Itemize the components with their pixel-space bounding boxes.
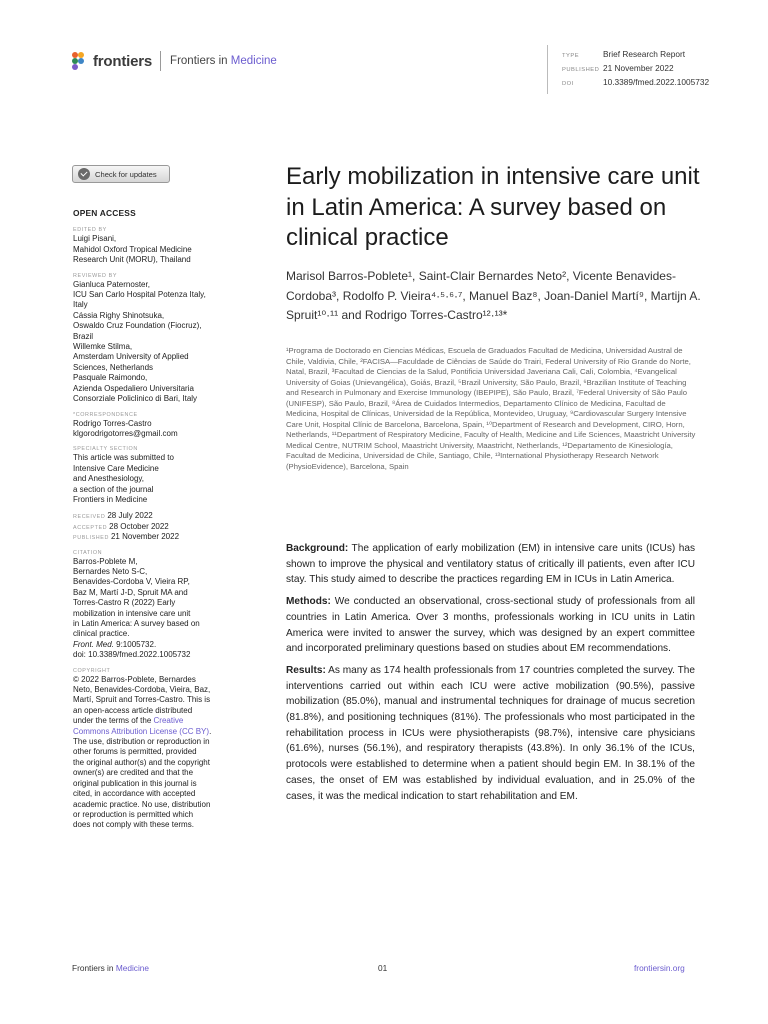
- correspondence-email-link[interactable]: klgorodrigotorres@gmail.com: [73, 428, 178, 438]
- open-access-label: OPEN ACCESS: [73, 208, 136, 218]
- footer-site-link[interactable]: frontiersin.org: [634, 963, 685, 973]
- sidebar-line: a section of the journal: [73, 484, 154, 494]
- abstract: [286, 541, 695, 810]
- meta-value: 21 November 2022: [603, 63, 674, 73]
- correspondence-section: [73, 411, 238, 440]
- license-prefix: under the terms of the: [73, 716, 154, 726]
- meta-value: Brief Research Report: [603, 49, 686, 59]
- meta-key: DOI: [562, 81, 574, 87]
- sidebar-line: Bernardes Neto S-C,: [73, 566, 148, 576]
- sidebar-line: Azienda Ospedaliero Universitaria: [73, 383, 194, 393]
- sidebar-line: Cássia Righy Shinotsuka,: [73, 310, 165, 320]
- footer-prefix: Frontiers in: [72, 963, 116, 973]
- accepted-date: [73, 522, 238, 532]
- edited-by-section: [73, 226, 238, 265]
- sidebar-line: owner(s) are credited and that the: [73, 768, 194, 778]
- received-date: [73, 511, 238, 521]
- sidebar-line: This article was submitted to: [73, 453, 174, 463]
- abstract-label: Results:: [286, 664, 326, 676]
- meta-key: PUBLISHED: [562, 67, 600, 73]
- date-value: 28 July 2022: [107, 511, 153, 521]
- check-for-updates-label: Check for updates: [95, 169, 157, 179]
- sidebar-line: The use, distribution or reproduction in: [73, 737, 210, 747]
- citation-volume: 9:1005732.: [113, 639, 157, 649]
- abstract-text: As many as 174 health professionals from 17 countries completed the survey. The interventions carried out within each ICU were active mobilization (90.5%), passive mobilization (85.0%), manual and instrumental techniques for drainage of mucus secretion (81.8%), and positioning techniques (81%). The professionals who most participated in the rehabilitation process in ICUs were physiotherapists (98.7%), intensive care physicians (61.6%), nurses (56.1%), and respiratory therapists (43.8%). In only 36.1% of the ICUs, protocols were established to determine when a patient should begin EM. In 38.1% of the cases, the onset of EM was established by individual evaluation, and in 25.0% of the cases, it was the medical indication to start rehabilitation and EM.: [286, 664, 695, 802]
- abstract-label: Methods:: [286, 596, 331, 608]
- sidebar-line: and Anesthesiology,: [73, 474, 145, 484]
- dates-section: [73, 511, 238, 542]
- section-key: PUBLISHED: [73, 535, 109, 542]
- license-line: [73, 727, 238, 737]
- sidebar-line: or reproduction is permitted which: [73, 809, 194, 819]
- meta-key: TYPE: [562, 53, 580, 59]
- abstract-text: We conducted an observational, cross-sectional study of professionals from all countries in Latin America. Over 3 months, professionals working in ICU units in Latin America were invited to answer the survey, which was designed by an expert committee and incorporated preliminary questions based on studies about EM recommendations.: [286, 596, 695, 655]
- sidebar-line: Research Unit (MORU), Thailand: [73, 255, 191, 265]
- section-key: *CORRESPONDENCE: [73, 411, 138, 418]
- meta-published: [562, 62, 709, 76]
- sidebar-line: an open-access article distributed: [73, 705, 193, 715]
- sidebar-line: Martí, Spruit and Torres-Castro. This is: [73, 695, 211, 705]
- sidebar-line: ICU San Carlo Hospital Potenza Italy,: [73, 290, 206, 300]
- sidebar-line: mobilization in intensive care unit: [73, 608, 191, 618]
- logo-divider: [160, 51, 161, 71]
- sidebar-line: Sciences, Netherlands: [73, 362, 154, 372]
- section-key: COPYRIGHT: [73, 667, 111, 674]
- license-link[interactable]: Commons Attribution License (CC BY): [73, 726, 210, 736]
- footer-journal-accent: Medicine: [115, 963, 150, 973]
- abstract-text: The application of early mobilization (EM) in intensive care units (ICUs) has shown to improve the physical and ventilatory status of critically ill patients, even after ICU stay. This study aimed to describe the practices regarding EM in ICUs in Latin America.: [286, 543, 695, 586]
- citation-section: [73, 549, 238, 661]
- journal-prefix: Frontiers in: [170, 55, 231, 67]
- meta-value: 10.3389/fmed.2022.1005732: [603, 77, 710, 87]
- sidebar-line: Benavides-Cordoba V, Vieira RP,: [73, 577, 190, 587]
- sidebar-line: © 2022 Barros-Poblete, Bernardes: [73, 674, 196, 684]
- reviewed-by-section: [73, 272, 238, 405]
- sidebar-line: Willemke Stilma,: [73, 342, 133, 352]
- section-key: RECEIVED: [73, 514, 106, 521]
- section-key: REVIEWED BY: [73, 272, 118, 279]
- sidebar-line: Barros-Poblete M,: [73, 556, 138, 566]
- article-meta: [547, 45, 709, 94]
- sidebar-line: Amsterdam University of Applied: [73, 352, 189, 362]
- sidebar-line: Consorziale Policlinico di Bari, Italy: [73, 394, 198, 404]
- sidebar-line: Oswaldo Cruz Foundation (Fiocruz),: [73, 321, 202, 331]
- section-key: SPECIALTY SECTION: [73, 446, 138, 453]
- citation-journal-line: [73, 640, 238, 650]
- abstract-results: [286, 663, 695, 804]
- specialty-section: [73, 445, 238, 505]
- footer-journal[interactable]: [72, 963, 149, 973]
- date-value: 21 November 2022: [110, 532, 180, 542]
- frontiers-logo[interactable]: [72, 50, 277, 72]
- sidebar-line: other forums is permitted, provided: [73, 747, 197, 757]
- section-key: CITATION: [73, 549, 103, 556]
- citation-doi-link[interactable]: doi: 10.3389/fmed.2022.1005732: [73, 650, 191, 660]
- sidebar-line: in Latin America: A survey based on: [73, 619, 200, 628]
- meta-doi[interactable]: [562, 76, 709, 90]
- sidebar-line: Italy: [73, 300, 88, 310]
- sidebar-line: academic practice. No use, distribution: [73, 799, 211, 809]
- sidebar-line: clinical practice.: [73, 629, 130, 639]
- abstract-background: [286, 541, 695, 588]
- logo-text: frontiers: [93, 52, 153, 70]
- sidebar-line: Neto, Benavides-Cordoba, Vieira, Baz,: [73, 685, 211, 695]
- sidebar-line: does not comply with these terms.: [73, 820, 194, 830]
- sidebar-line: cited, in accordance with accepted: [73, 789, 196, 799]
- sidebar-line: Luigi Pisani,: [73, 234, 117, 244]
- copyright-section: [73, 667, 238, 831]
- journal-accent: Medicine: [230, 55, 277, 67]
- journal-name[interactable]: [170, 55, 277, 67]
- sidebar-line: Rodrigo Torres-Castro: [73, 418, 152, 428]
- license-line: [73, 716, 238, 726]
- published-date: [73, 532, 238, 542]
- license-link[interactable]: Creative: [153, 716, 184, 726]
- sidebar-line: Torres-Castro R (2022) Early: [73, 598, 176, 608]
- sidebar-line: Baz M, Martí J-D, Spruit MA and: [73, 587, 188, 597]
- check-for-updates-button[interactable]: [72, 165, 170, 183]
- sidebar-line: Brazil: [73, 331, 94, 341]
- frontiers-logo-icon: [72, 52, 90, 70]
- sidebar-line: original publication in this journal is: [73, 778, 197, 788]
- sidebar: [73, 208, 238, 837]
- license-suffix: .: [209, 726, 212, 736]
- section-key: ACCEPTED: [73, 524, 108, 531]
- sidebar-line: Gianluca Paternoster,: [73, 279, 150, 289]
- checkmark-icon: [78, 168, 90, 180]
- sidebar-line: Mahidol Oxford Tropical Medicine: [73, 244, 192, 254]
- citation-journal: Front. Med.: [73, 639, 114, 649]
- author-list: Marisol Barros-Poblete¹, Saint-Clair Bernardes Neto², Vicente Benavides-Cordoba³, Rodolfo P. Vieira⁴·⁵·⁶·⁷, Manuel Baz⁸, Joan-Daniel Martí⁹, Martijn A. Spruit¹⁰·¹¹ and Rodrigo Torres-Castro¹²·¹³*: [286, 269, 701, 322]
- affiliations: ¹Programa de Doctorado en Ciencias Médicas, Escuela de Graduados Facultad de Medicina, Universidad Austral de Chile, Valdivia, Chile, ²FACISA—Faculdade de Ciências de Saúde do Trairi, Federal University of Rio Grande do Norte, Natal, Brazil, ³Facultad de Ciencias de la Salud, Pontificia Universidad Javeriana Cali, Cali, Colombia, ⁴Evangelical University of Goias (Unievangélica), Goiás, Brazil, ⁵Brazil University, São Paulo, Brazil, ⁶Brazilian Institute of Teaching and Research in Pulmonary and Exercise Immunology (IBEPIPE), São Paulo, Brazil, ⁷Federal University of São Paulo (UNIFESP), São Paulo, Brazil, ⁸Área de Cuidados Intermedios, Departamento Clínico de Medicina, Facultad de Medicina, Hospital de Clínicas, Universidad de la República, Montevideo, Uruguay, ⁹Cardiovascular Surgery Intensive Care Unit, Hospital Clínic de Barcelona, Barcelona, Spain, ¹⁰Department of Research and Development, CIRO, Horn, Netherlands, ¹¹Department of Respiratory Medicine, Faculty of Health, Medicine and Life Sciences, Maastricht University Medical Centre, NUTRIM School, Maastricht University, Maastricht, Netherlands, ¹²Departamento de Kinesiología, Facultad de Medicina, Universidad de Chile, Santiago, Chile, ¹³International Physiotherapy Research Network (PhysioEvidence), Barcelona, Spain: [286, 346, 696, 471]
- date-value: 28 October 2022: [109, 521, 169, 531]
- sidebar-line: Frontiers in Medicine: [73, 494, 148, 504]
- sidebar-line: Pasquale Raimondo,: [73, 373, 148, 383]
- meta-type: [562, 48, 709, 62]
- section-key: EDITED BY: [73, 227, 107, 234]
- abstract-label: Background:: [286, 543, 349, 554]
- abstract-methods: [286, 594, 695, 657]
- sidebar-line: Intensive Care Medicine: [73, 463, 159, 473]
- sidebar-line: the original author(s) and the copyright: [73, 757, 210, 767]
- page-number: 01: [378, 963, 388, 973]
- article-title: Early mobilization in intensive care unit in Latin America: A survey based on clinical practice: [286, 163, 700, 251]
